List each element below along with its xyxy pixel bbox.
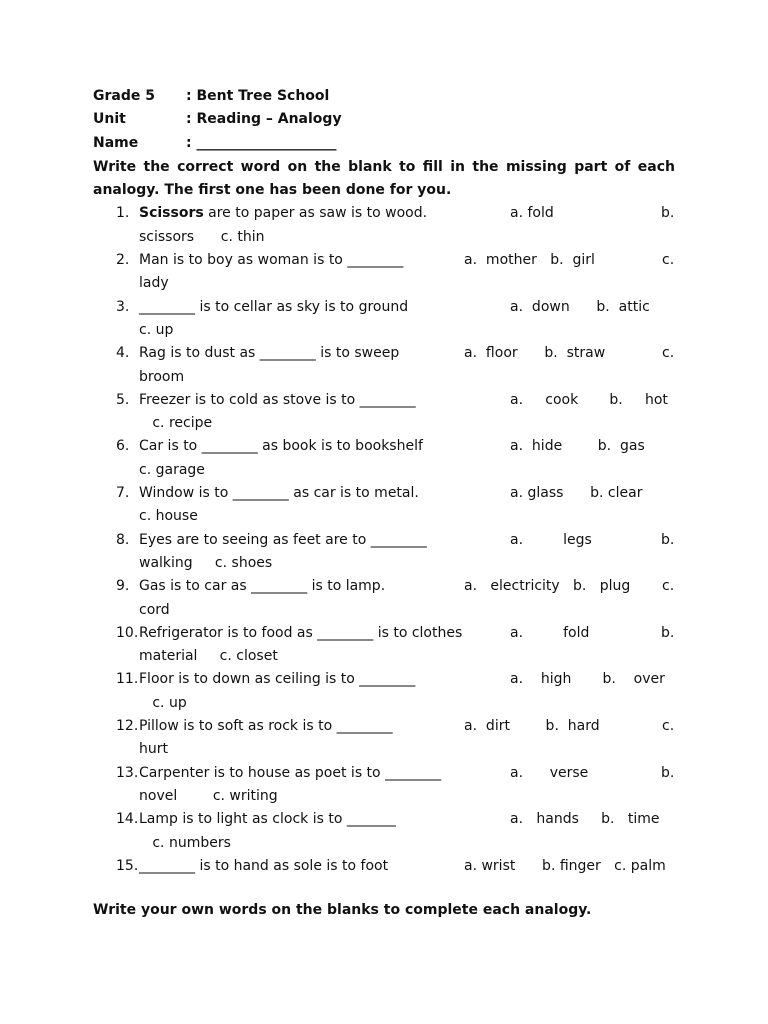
item-options: a. fold	[510, 205, 554, 222]
item-option-letter: b.	[661, 624, 675, 641]
item-option-letter: b.	[661, 205, 675, 222]
list-item	[93, 715, 675, 762]
item-number: 1.	[116, 205, 130, 222]
item-number: 2.	[116, 252, 130, 269]
item-question-text: Refrigerator is to food as ________ is to clothes	[139, 624, 463, 641]
item-number: 8.	[116, 531, 130, 548]
item-number: 15.	[116, 857, 139, 874]
item-options-continued: scissors c. thin	[139, 228, 265, 245]
item-options: a. cook b. hot	[510, 391, 668, 408]
item-options-continued: broom	[139, 368, 185, 385]
item-question-text: Car is to ________ as book is to bookshelf	[139, 438, 423, 455]
item-options-continued: c. numbers	[139, 834, 231, 851]
name-label: Name	[93, 134, 139, 151]
item-question-text: Floor is to down as ceiling is to ________	[139, 671, 416, 688]
item-number: 4.	[116, 345, 130, 362]
item-question	[139, 578, 385, 594]
item-question-text: Man is to boy as woman is to ________	[139, 252, 404, 269]
list-item	[93, 435, 675, 482]
item-question-text: Freezer is to cold as stove is to ________	[139, 391, 416, 408]
item-question	[139, 299, 408, 315]
item-question-text: are to paper as saw is to wood.	[203, 205, 428, 222]
list-item	[93, 342, 675, 389]
grade-label: Grade 5	[93, 88, 155, 104]
item-question	[139, 532, 427, 548]
item-question-text: Window is to ________ as car is to metal.	[139, 485, 419, 502]
item-option-letter: c.	[662, 252, 675, 269]
item-options: a. verse	[510, 764, 589, 781]
list-item	[93, 482, 675, 529]
item-question	[139, 205, 427, 221]
item-number: 14.	[116, 811, 139, 828]
item-options: a. dirt b. hard	[464, 718, 600, 735]
list-item	[93, 808, 675, 855]
section-instructions: Write your own words on the blanks to complete each analogy.	[93, 902, 592, 918]
item-number: 12.	[116, 718, 139, 735]
item-question-text: Pillow is to soft as rock is to ________	[139, 718, 393, 735]
item-question-text: ________ is to cellar as sky is to ground	[139, 298, 409, 315]
item-option-letter: c.	[662, 718, 675, 735]
list-item	[93, 855, 675, 902]
unit-name: : Reading – Analogy	[186, 111, 342, 128]
item-example-word: Scissors	[139, 205, 204, 222]
item-options-continued: novel c. writing	[139, 787, 278, 804]
item-options: a. legs	[510, 531, 592, 548]
item-question	[139, 252, 403, 268]
item-question	[139, 485, 419, 501]
item-options-continued: c. recipe	[139, 415, 213, 432]
item-options-continued: material c. closet	[139, 648, 278, 665]
item-options: a. glass b. clear	[510, 485, 643, 502]
list-item	[93, 575, 675, 622]
list-item	[93, 202, 675, 249]
item-options-continued: c. house	[139, 508, 198, 525]
item-options: a. down b. attic	[510, 298, 650, 315]
name-blank: : ____________________	[186, 134, 337, 151]
item-option-letter: c.	[662, 345, 675, 362]
item-options-continued: lady	[139, 275, 169, 292]
item-option-letter: b.	[661, 531, 675, 548]
item-question	[139, 345, 399, 361]
list-item	[93, 622, 675, 669]
list-item	[93, 529, 675, 576]
list-item	[93, 296, 675, 343]
item-number: 11.	[116, 671, 139, 688]
item-options-continued: hurt	[139, 741, 168, 758]
item-question-text: Eyes are to seeing as feet are to ________	[139, 531, 427, 548]
item-number: 6.	[116, 438, 130, 455]
item-number: 5.	[116, 391, 130, 408]
item-question	[139, 811, 396, 827]
item-options: a. wrist b. finger c. palm	[464, 857, 666, 874]
item-question-text: Lamp is to light as clock is to _______	[139, 811, 396, 828]
item-options: a. high b. over	[510, 671, 665, 688]
item-question	[139, 392, 416, 408]
item-options: a. mother b. girl	[464, 252, 595, 269]
list-item	[93, 389, 675, 436]
list-item	[93, 249, 675, 296]
item-question	[139, 858, 388, 874]
item-options: a. fold	[510, 624, 590, 641]
item-options-continued: cord	[139, 601, 170, 618]
item-question	[139, 438, 423, 454]
unit-row	[93, 109, 675, 132]
name-row	[93, 133, 675, 156]
item-number: 7.	[116, 485, 130, 502]
item-options-continued: c. up	[139, 321, 174, 338]
item-question-text: Carpenter is to house as poet is to ________	[139, 764, 442, 781]
item-options: a. hands b. time	[510, 811, 660, 828]
item-question-text: Rag is to dust as ________ is to sweep	[139, 345, 400, 362]
item-number: 10.	[116, 624, 139, 641]
item-options-continued: c. garage	[139, 461, 205, 478]
item-option-letter: b.	[661, 764, 675, 781]
item-question	[139, 765, 441, 781]
school-name: : Bent Tree School	[186, 88, 330, 104]
item-number: 9.	[116, 578, 130, 595]
worksheet	[93, 86, 675, 901]
unit-label: Unit	[93, 111, 126, 128]
item-options-continued: c. up	[139, 694, 187, 711]
item-question-text: Gas is to car as ________ is to lamp.	[139, 578, 386, 595]
analogy-list	[93, 202, 675, 901]
item-option-letter: c.	[662, 578, 675, 595]
list-item	[93, 762, 675, 809]
item-options: a. electricity b. plug	[464, 578, 631, 595]
item-question	[139, 718, 393, 734]
item-options: a. hide b. gas	[510, 438, 645, 455]
grade-row	[93, 86, 675, 109]
item-number: 3.	[116, 298, 130, 315]
item-number: 13.	[116, 764, 139, 781]
item-question	[139, 671, 415, 687]
item-options-continued: walking c. shoes	[139, 554, 273, 571]
instructions: Write the correct word on the blank to fill in the missing part of each analogy. The first one has been done for you.	[93, 158, 675, 199]
list-item	[93, 668, 675, 715]
item-options: a. floor b. straw	[464, 345, 606, 362]
item-question-text: ________ is to hand as sole is to foot	[139, 857, 389, 874]
item-question	[139, 625, 462, 641]
